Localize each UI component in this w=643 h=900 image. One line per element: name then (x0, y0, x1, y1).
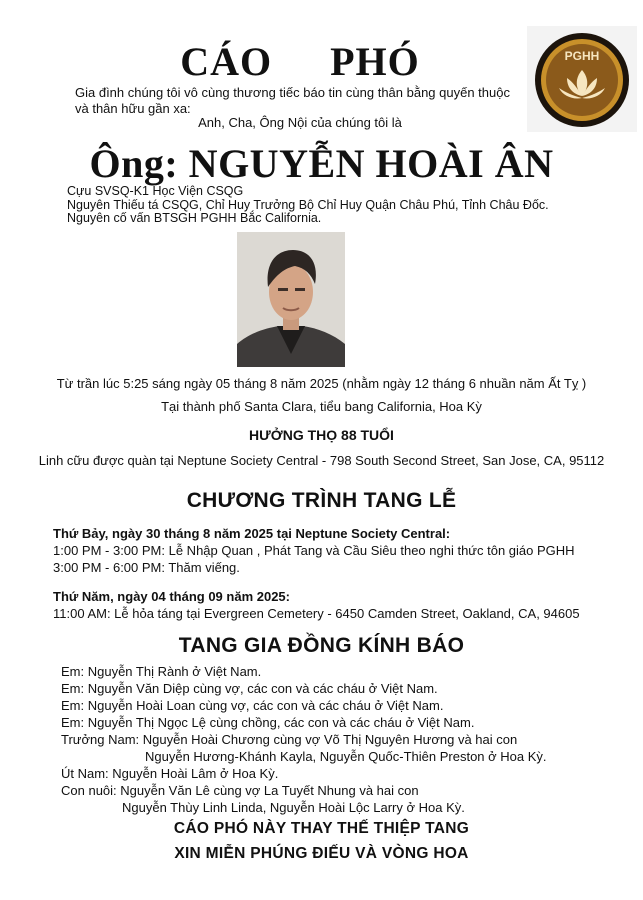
family-member: Em: Nguyễn Thị Ngọc Lệ cùng chồng, các con và các cháu ở Việt Nam. (61, 715, 475, 730)
day2-item: 11:00 AM: Lễ hỏa táng tại Evergreen Cemetery - 6450 Camden Street, Oakland, CA, 94605 (53, 606, 580, 621)
page-title: CÁO PHÓ (180, 39, 420, 84)
closing-line-2: XIN MIỄN PHÚNG ĐIẾU VÀ VÒNG HOA (174, 845, 469, 862)
program-day1 (53, 526, 575, 575)
family-member: Trưởng Nam: Nguyễn Hoài Chương cùng vợ Võ Thị Nguyên Hương và hai con (61, 732, 518, 747)
bio-list (67, 185, 549, 226)
family-member: Nguyễn Thùy Linh Linda, Nguyễn Hoài Lộc Larry ở Hoa Kỳ. (122, 800, 465, 815)
program-heading: CHƯƠNG TRÌNH TANG LỄ (186, 489, 457, 512)
relation-text: Anh, Cha, Ông Nội của chúng tôi là (198, 115, 402, 130)
intro-text: Gia đình chúng tôi vô cùng thương tiếc báo tin cùng thân bằng quyến thuộc và thân hữu gần xa: (75, 85, 510, 116)
portrait-photo (237, 232, 345, 367)
bio-line: Nguyên cố vấn BTSGH PGHH Bắc California. (67, 211, 322, 225)
family-list (61, 663, 547, 816)
death-place: Tại thành phố Santa Clara, tiểu bang California, Hoa Kỳ (161, 399, 482, 414)
day1-date: Thứ Bảy, ngày 30 tháng 8 năm 2025 tại Neptune Society Central: (53, 526, 451, 541)
bio-line: Cựu SVSQ-K1 Học Viện CSQG (67, 184, 244, 198)
portrait-icon (237, 232, 345, 367)
day1-item: 1:00 PM - 3:00 PM: Lễ Nhập Quan , Phát Tang và Cầu Siêu theo nghi thức tôn giáo PGHH (53, 543, 575, 558)
death-time: Từ trần lúc 5:25 sáng ngày 05 tháng 8 năm 2025 (nhằm ngày 12 tháng 6 nhuần năm Ất Tỵ ) (56, 376, 587, 391)
family-member: Em: Nguyễn Thị Rành ở Việt Nam. (61, 664, 262, 679)
closing-line-1: CÁO PHÓ NÀY THAY THẾ THIỆP TANG (173, 820, 470, 837)
family-member: Nguyễn Hương-Khánh Kayla, Nguyễn Quốc-Thiên Preston ở Hoa Kỳ. (145, 749, 547, 764)
deceased-name: Ông: NGUYỄN HOÀI ÂN (89, 141, 554, 186)
family-member: Con nuôi: Nguyễn Văn Lê cùng vợ La Tuyết Nhung và hai con (61, 783, 419, 798)
family-member: Em: Nguyễn Hoài Loan cùng vợ, các con và các cháu ở Việt Nam. (61, 698, 444, 713)
family-member: Em: Nguyễn Văn Diệp cùng vợ, các con và các cháu ở Việt Nam. (61, 681, 438, 696)
logo-text: PGHH (564, 49, 600, 63)
age-text: HƯỞNG THỌ 88 TUỔI (249, 427, 394, 443)
day1-item: 3:00 PM - 6:00 PM: Thăm viếng. (53, 560, 240, 575)
family-member: Út Nam: Nguyễn Hoài Lâm ở Hoa Kỳ. (61, 766, 279, 781)
bio-line: Nguyên Thiếu tá CSQG, Chỉ Huy Trưởng Bộ Chỉ Huy Quận Châu Phú, Tỉnh Châu Đốc. (67, 197, 549, 212)
day2-date: Thứ Năm, ngày 04 tháng 09 năm 2025: (53, 589, 290, 604)
family-heading: TANG GIA ĐỒNG KÍNH BÁO (178, 634, 465, 657)
program-day2 (53, 589, 580, 621)
lying-in-state: Linh cữu được quàn tại Neptune Society Central - 798 South Second Street, San Jose, CA, 95112 (38, 453, 605, 468)
